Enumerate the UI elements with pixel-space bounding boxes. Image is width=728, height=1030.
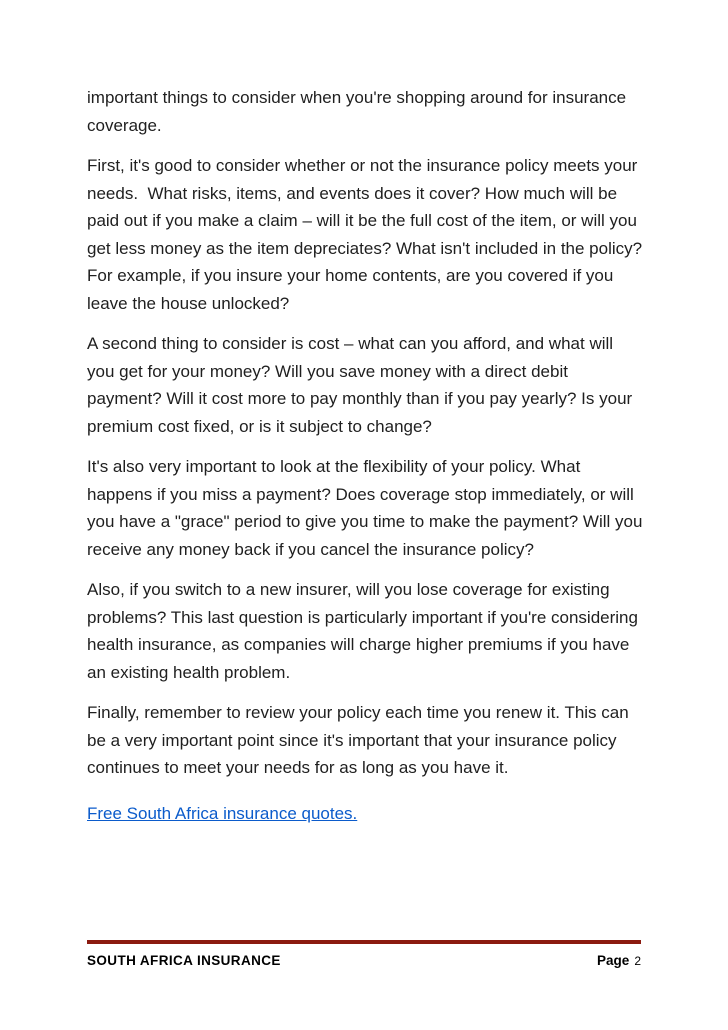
paragraph-intro: important things to consider when you're shopping around for insurance coverage. bbox=[87, 88, 631, 135]
insurance-quotes-link[interactable]: Free South Africa insurance quotes. bbox=[87, 803, 358, 823]
footer-page-indicator bbox=[597, 953, 641, 968]
footer-page-label: Page bbox=[597, 953, 630, 968]
page-footer bbox=[87, 940, 641, 968]
footer-title: SOUTH AFRICA INSURANCE bbox=[87, 953, 281, 968]
paragraph-policy-needs: First, it's good to consider whether or not the insurance policy meets your needs. What risks, items, and events does it cover? How much will be paid out if you make a claim – will it be the full cost of the item, or will you get less money as the item depreciates? What isn't included in the policy? For example, if you insure your home contents, are you covered if you leave the house unlocked? bbox=[87, 156, 652, 313]
footer-page-number: 2 bbox=[634, 954, 641, 968]
paragraph-review-policy: Finally, remember to review your policy each time you renew it. This can be a very important point since it's important that your insurance policy continues to meet your needs for as long as you have it. bbox=[87, 703, 634, 777]
paragraph-cost: A second thing to consider is cost – what can you afford, and what will you get for your money? Will you save money with a direct debit payment? Will it cost more to pay monthly than if you pay yearly? Is your premium cost fixed, or is it subject to change? bbox=[87, 334, 637, 436]
footer-row bbox=[87, 953, 641, 968]
footer-divider bbox=[87, 940, 641, 944]
paragraph-flexibility: It's also very important to look at the flexibility of your policy. What happens if you miss a payment? Does coverage stop immediately, or will you have a "grace" period to give you time to make the payment? Will you receive any money back if you cancel the insurance policy? bbox=[87, 457, 648, 559]
document-body bbox=[87, 84, 652, 827]
paragraph-switch-insurer: Also, if you switch to a new insurer, will you lose coverage for existing problems? This last question is particularly important if you're considering health insurance, as companies will charge higher premiums if you have an existing health problem. bbox=[87, 580, 643, 682]
